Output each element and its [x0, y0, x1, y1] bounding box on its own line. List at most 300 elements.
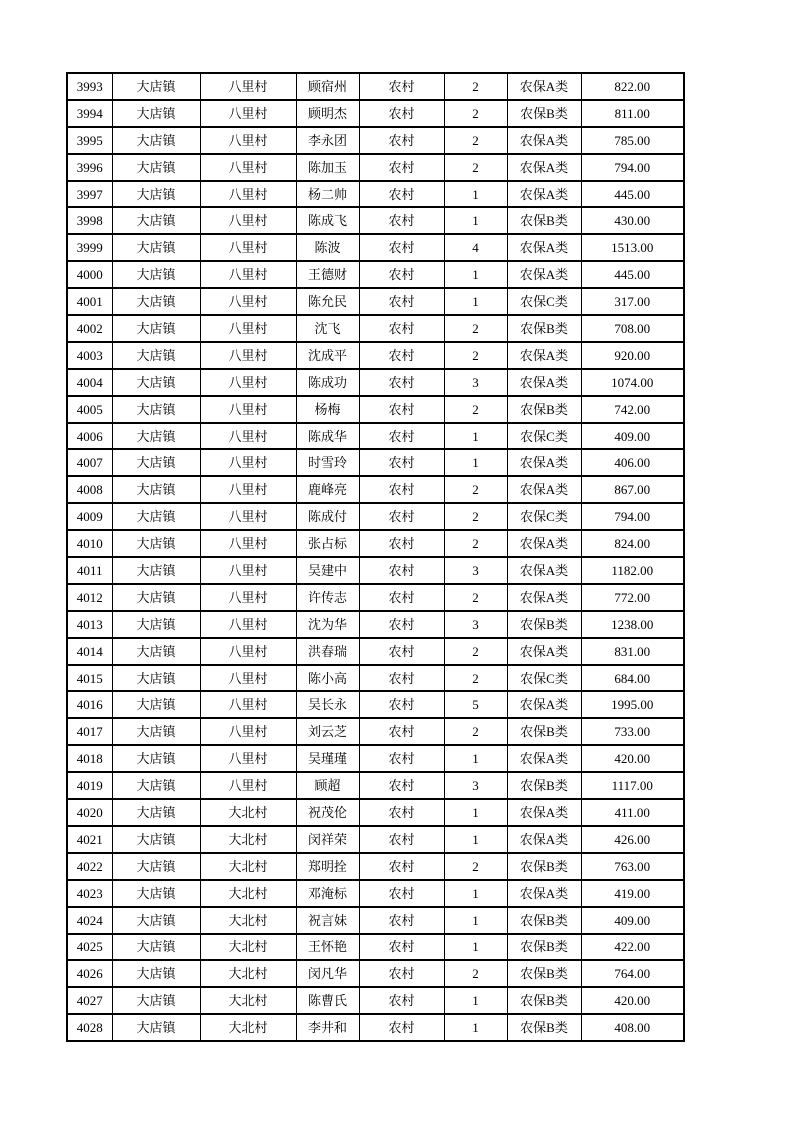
cell-amount: 867.00 [581, 476, 684, 503]
cell-serial-number: 4001 [67, 288, 112, 315]
cell-amount: 445.00 [581, 261, 684, 288]
cell-village: 八里村 [200, 423, 296, 450]
cell-amount: 411.00 [581, 799, 684, 826]
cell-person-name: 洪春瑞 [296, 638, 359, 665]
cell-insurance-category: 农保B类 [507, 1014, 581, 1041]
cell-person-name: 陈成付 [296, 503, 359, 530]
cell-serial-number: 4020 [67, 799, 112, 826]
cell-serial-number: 3998 [67, 207, 112, 234]
cell-serial-number: 4012 [67, 584, 112, 611]
cell-amount: 420.00 [581, 745, 684, 772]
cell-town: 大店镇 [112, 449, 200, 476]
cell-town: 大店镇 [112, 396, 200, 423]
cell-person-count: 3 [444, 557, 507, 584]
cell-insurance-category: 农保A类 [507, 181, 581, 208]
cell-village: 八里村 [200, 745, 296, 772]
cell-person-name: 陈成飞 [296, 207, 359, 234]
table-row [67, 1014, 684, 1041]
cell-town: 大店镇 [112, 369, 200, 396]
cell-residence-type: 农村 [359, 880, 444, 907]
cell-residence-type: 农村 [359, 638, 444, 665]
table-row [67, 342, 684, 369]
cell-residence-type: 农村 [359, 557, 444, 584]
cell-residence-type: 农村 [359, 369, 444, 396]
cell-residence-type: 农村 [359, 476, 444, 503]
cell-amount: 419.00 [581, 880, 684, 907]
cell-person-count: 1 [444, 987, 507, 1014]
cell-person-count: 4 [444, 234, 507, 261]
table-row [67, 853, 684, 880]
table-row [67, 476, 684, 503]
cell-person-name: 李井和 [296, 1014, 359, 1041]
cell-village: 大北村 [200, 934, 296, 961]
cell-amount: 794.00 [581, 154, 684, 181]
cell-town: 大店镇 [112, 611, 200, 638]
cell-village: 八里村 [200, 557, 296, 584]
table-row [67, 718, 684, 745]
table-row [67, 315, 684, 342]
cell-village: 八里村 [200, 638, 296, 665]
cell-village: 八里村 [200, 530, 296, 557]
cell-insurance-category: 农保B类 [507, 987, 581, 1014]
cell-insurance-category: 农保A类 [507, 530, 581, 557]
cell-serial-number: 4016 [67, 691, 112, 718]
cell-residence-type: 农村 [359, 396, 444, 423]
cell-person-name: 鹿峰亮 [296, 476, 359, 503]
cell-insurance-category: 农保B类 [507, 960, 581, 987]
cell-residence-type: 农村 [359, 73, 444, 100]
table-row [67, 799, 684, 826]
cell-person-name: 陈允民 [296, 288, 359, 315]
cell-serial-number: 3997 [67, 181, 112, 208]
cell-town: 大店镇 [112, 476, 200, 503]
cell-person-count: 3 [444, 772, 507, 799]
cell-insurance-category: 农保A类 [507, 261, 581, 288]
cell-person-count: 2 [444, 127, 507, 154]
cell-amount: 794.00 [581, 503, 684, 530]
cell-person-count: 1 [444, 207, 507, 234]
cell-insurance-category: 农保B类 [507, 853, 581, 880]
cell-person-count: 2 [444, 342, 507, 369]
cell-person-name: 沈为华 [296, 611, 359, 638]
cell-residence-type: 农村 [359, 261, 444, 288]
cell-person-count: 2 [444, 718, 507, 745]
cell-village: 八里村 [200, 772, 296, 799]
cell-person-name: 邓淹标 [296, 880, 359, 907]
cell-serial-number: 4013 [67, 611, 112, 638]
cell-person-count: 2 [444, 315, 507, 342]
cell-serial-number: 4005 [67, 396, 112, 423]
cell-insurance-category: 农保A类 [507, 745, 581, 772]
cell-person-count: 2 [444, 530, 507, 557]
cell-village: 八里村 [200, 100, 296, 127]
cell-village: 大北村 [200, 799, 296, 826]
cell-town: 大店镇 [112, 584, 200, 611]
cell-amount: 1995.00 [581, 691, 684, 718]
cell-serial-number: 4002 [67, 315, 112, 342]
cell-residence-type: 农村 [359, 288, 444, 315]
cell-person-count: 1 [444, 288, 507, 315]
cell-amount: 430.00 [581, 207, 684, 234]
table-row [67, 960, 684, 987]
cell-person-name: 郑明拴 [296, 853, 359, 880]
cell-village: 八里村 [200, 584, 296, 611]
table-row [67, 557, 684, 584]
cell-residence-type: 农村 [359, 907, 444, 934]
cell-amount: 420.00 [581, 987, 684, 1014]
cell-person-count: 1 [444, 1014, 507, 1041]
cell-amount: 822.00 [581, 73, 684, 100]
cell-serial-number: 4006 [67, 423, 112, 450]
cell-serial-number: 3994 [67, 100, 112, 127]
cell-residence-type: 农村 [359, 449, 444, 476]
table-row [67, 584, 684, 611]
cell-town: 大店镇 [112, 73, 200, 100]
cell-residence-type: 农村 [359, 745, 444, 772]
cell-town: 大店镇 [112, 799, 200, 826]
cell-person-name: 吴瑾瑾 [296, 745, 359, 772]
cell-amount: 1117.00 [581, 772, 684, 799]
cell-person-count: 1 [444, 907, 507, 934]
cell-village: 八里村 [200, 315, 296, 342]
cell-residence-type: 农村 [359, 584, 444, 611]
cell-residence-type: 农村 [359, 342, 444, 369]
cell-insurance-category: 农保A类 [507, 234, 581, 261]
cell-amount: 764.00 [581, 960, 684, 987]
cell-amount: 422.00 [581, 934, 684, 961]
cell-amount: 811.00 [581, 100, 684, 127]
cell-town: 大店镇 [112, 503, 200, 530]
cell-person-count: 2 [444, 154, 507, 181]
cell-village: 八里村 [200, 611, 296, 638]
cell-insurance-category: 农保B类 [507, 772, 581, 799]
cell-amount: 426.00 [581, 826, 684, 853]
cell-person-count: 1 [444, 745, 507, 772]
cell-serial-number: 4018 [67, 745, 112, 772]
cell-insurance-category: 农保A类 [507, 826, 581, 853]
cell-village: 大北村 [200, 880, 296, 907]
cell-person-count: 2 [444, 638, 507, 665]
cell-residence-type: 农村 [359, 718, 444, 745]
cell-village: 八里村 [200, 691, 296, 718]
table-row [67, 127, 684, 154]
cell-village: 八里村 [200, 665, 296, 692]
cell-town: 大店镇 [112, 207, 200, 234]
cell-insurance-category: 农保A类 [507, 127, 581, 154]
cell-insurance-category: 农保A类 [507, 449, 581, 476]
cell-person-name: 顾超 [296, 772, 359, 799]
table-body [67, 73, 684, 1041]
cell-serial-number: 4008 [67, 476, 112, 503]
table-row [67, 826, 684, 853]
cell-residence-type: 农村 [359, 934, 444, 961]
cell-serial-number: 3993 [67, 73, 112, 100]
table-row [67, 530, 684, 557]
cell-insurance-category: 农保A类 [507, 584, 581, 611]
table-row [67, 207, 684, 234]
cell-insurance-category: 农保C类 [507, 665, 581, 692]
cell-village: 八里村 [200, 181, 296, 208]
cell-village: 大北村 [200, 960, 296, 987]
cell-town: 大店镇 [112, 154, 200, 181]
cell-residence-type: 农村 [359, 315, 444, 342]
cell-town: 大店镇 [112, 234, 200, 261]
cell-village: 八里村 [200, 503, 296, 530]
cell-residence-type: 农村 [359, 207, 444, 234]
cell-residence-type: 农村 [359, 691, 444, 718]
cell-town: 大店镇 [112, 315, 200, 342]
cell-amount: 785.00 [581, 127, 684, 154]
cell-town: 大店镇 [112, 907, 200, 934]
cell-person-count: 2 [444, 73, 507, 100]
cell-person-count: 2 [444, 665, 507, 692]
cell-town: 大店镇 [112, 665, 200, 692]
table-row [67, 234, 684, 261]
cell-person-count: 1 [444, 423, 507, 450]
cell-person-name: 王德财 [296, 261, 359, 288]
cell-serial-number: 4017 [67, 718, 112, 745]
cell-person-name: 祝言妹 [296, 907, 359, 934]
cell-amount: 409.00 [581, 423, 684, 450]
cell-person-name: 闵祥荣 [296, 826, 359, 853]
cell-person-count: 2 [444, 960, 507, 987]
cell-amount: 409.00 [581, 907, 684, 934]
table-row [67, 987, 684, 1014]
cell-residence-type: 农村 [359, 1014, 444, 1041]
cell-person-count: 2 [444, 853, 507, 880]
cell-amount: 317.00 [581, 288, 684, 315]
cell-town: 大店镇 [112, 557, 200, 584]
cell-amount: 684.00 [581, 665, 684, 692]
cell-serial-number: 4028 [67, 1014, 112, 1041]
cell-village: 大北村 [200, 987, 296, 1014]
cell-insurance-category: 农保B类 [507, 934, 581, 961]
cell-person-name: 陈曹氏 [296, 987, 359, 1014]
cell-person-name: 闵凡华 [296, 960, 359, 987]
cell-village: 八里村 [200, 718, 296, 745]
cell-serial-number: 4007 [67, 449, 112, 476]
cell-person-count: 1 [444, 934, 507, 961]
cell-insurance-category: 农保A类 [507, 691, 581, 718]
cell-residence-type: 农村 [359, 853, 444, 880]
cell-insurance-category: 农保C类 [507, 288, 581, 315]
table-row [67, 611, 684, 638]
cell-town: 大店镇 [112, 423, 200, 450]
cell-amount: 742.00 [581, 396, 684, 423]
table-row [67, 665, 684, 692]
cell-serial-number: 4019 [67, 772, 112, 799]
cell-town: 大店镇 [112, 288, 200, 315]
cell-serial-number: 4024 [67, 907, 112, 934]
cell-village: 八里村 [200, 234, 296, 261]
cell-residence-type: 农村 [359, 611, 444, 638]
cell-amount: 1074.00 [581, 369, 684, 396]
cell-insurance-category: 农保A类 [507, 73, 581, 100]
cell-village: 大北村 [200, 826, 296, 853]
cell-town: 大店镇 [112, 718, 200, 745]
cell-town: 大店镇 [112, 745, 200, 772]
cell-person-count: 2 [444, 503, 507, 530]
cell-person-count: 1 [444, 826, 507, 853]
cell-residence-type: 农村 [359, 234, 444, 261]
cell-residence-type: 农村 [359, 665, 444, 692]
cell-town: 大店镇 [112, 181, 200, 208]
cell-residence-type: 农村 [359, 826, 444, 853]
cell-person-count: 2 [444, 100, 507, 127]
cell-town: 大店镇 [112, 880, 200, 907]
cell-town: 大店镇 [112, 342, 200, 369]
cell-person-name: 陈成功 [296, 369, 359, 396]
table-row [67, 638, 684, 665]
cell-town: 大店镇 [112, 987, 200, 1014]
cell-insurance-category: 农保B类 [507, 396, 581, 423]
cell-person-count: 1 [444, 880, 507, 907]
cell-village: 八里村 [200, 127, 296, 154]
table-row [67, 503, 684, 530]
cell-person-count: 1 [444, 181, 507, 208]
cell-residence-type: 农村 [359, 423, 444, 450]
cell-insurance-category: 农保A类 [507, 557, 581, 584]
cell-village: 八里村 [200, 207, 296, 234]
table-row [67, 745, 684, 772]
cell-residence-type: 农村 [359, 530, 444, 557]
cell-town: 大店镇 [112, 772, 200, 799]
cell-serial-number: 4026 [67, 960, 112, 987]
cell-residence-type: 农村 [359, 503, 444, 530]
rural-insurance-table [66, 72, 685, 1042]
cell-serial-number: 4027 [67, 987, 112, 1014]
table-row [67, 181, 684, 208]
cell-insurance-category: 农保A类 [507, 369, 581, 396]
cell-person-count: 5 [444, 691, 507, 718]
table-row [67, 772, 684, 799]
table-row [67, 154, 684, 181]
cell-village: 大北村 [200, 1014, 296, 1041]
cell-insurance-category: 农保A类 [507, 880, 581, 907]
cell-insurance-category: 农保B类 [507, 611, 581, 638]
cell-person-count: 1 [444, 799, 507, 826]
table-row [67, 934, 684, 961]
cell-town: 大店镇 [112, 1014, 200, 1041]
cell-person-name: 杨梅 [296, 396, 359, 423]
cell-person-name: 顾宿州 [296, 73, 359, 100]
cell-person-name: 王怀艳 [296, 934, 359, 961]
cell-person-count: 2 [444, 396, 507, 423]
cell-amount: 920.00 [581, 342, 684, 369]
cell-insurance-category: 农保C类 [507, 503, 581, 530]
cell-serial-number: 4011 [67, 557, 112, 584]
cell-insurance-category: 农保A类 [507, 154, 581, 181]
cell-serial-number: 4022 [67, 853, 112, 880]
cell-insurance-category: 农保A类 [507, 638, 581, 665]
table-row [67, 423, 684, 450]
cell-person-name: 祝茂伦 [296, 799, 359, 826]
cell-town: 大店镇 [112, 691, 200, 718]
cell-amount: 763.00 [581, 853, 684, 880]
cell-person-name: 吴长永 [296, 691, 359, 718]
table-row [67, 396, 684, 423]
cell-person-name: 沈成平 [296, 342, 359, 369]
cell-residence-type: 农村 [359, 987, 444, 1014]
cell-serial-number: 4015 [67, 665, 112, 692]
cell-serial-number: 4023 [67, 880, 112, 907]
table-row [67, 288, 684, 315]
cell-person-count: 3 [444, 611, 507, 638]
table-row [67, 261, 684, 288]
cell-serial-number: 4010 [67, 530, 112, 557]
cell-town: 大店镇 [112, 934, 200, 961]
cell-serial-number: 3999 [67, 234, 112, 261]
cell-serial-number: 3996 [67, 154, 112, 181]
cell-village: 八里村 [200, 449, 296, 476]
table-row [67, 449, 684, 476]
cell-person-name: 陈成华 [296, 423, 359, 450]
cell-person-name: 杨二帅 [296, 181, 359, 208]
cell-residence-type: 农村 [359, 181, 444, 208]
cell-person-name: 吴建中 [296, 557, 359, 584]
cell-insurance-category: 农保B类 [507, 207, 581, 234]
cell-village: 八里村 [200, 261, 296, 288]
cell-person-name: 时雪玲 [296, 449, 359, 476]
cell-town: 大店镇 [112, 960, 200, 987]
cell-serial-number: 3995 [67, 127, 112, 154]
cell-village: 大北村 [200, 853, 296, 880]
cell-village: 八里村 [200, 342, 296, 369]
cell-serial-number: 4014 [67, 638, 112, 665]
cell-person-name: 陈小高 [296, 665, 359, 692]
cell-person-name: 张占标 [296, 530, 359, 557]
cell-serial-number: 4003 [67, 342, 112, 369]
cell-town: 大店镇 [112, 530, 200, 557]
cell-residence-type: 农村 [359, 154, 444, 181]
cell-amount: 1182.00 [581, 557, 684, 584]
cell-person-name: 陈波 [296, 234, 359, 261]
cell-village: 八里村 [200, 476, 296, 503]
cell-insurance-category: 农保C类 [507, 423, 581, 450]
cell-amount: 831.00 [581, 638, 684, 665]
cell-residence-type: 农村 [359, 960, 444, 987]
cell-town: 大店镇 [112, 261, 200, 288]
cell-amount: 824.00 [581, 530, 684, 557]
cell-person-name: 顾明杰 [296, 100, 359, 127]
table-row [67, 907, 684, 934]
cell-amount: 445.00 [581, 181, 684, 208]
cell-village: 八里村 [200, 369, 296, 396]
cell-town: 大店镇 [112, 127, 200, 154]
cell-insurance-category: 农保B类 [507, 100, 581, 127]
cell-serial-number: 4000 [67, 261, 112, 288]
cell-person-name: 李永团 [296, 127, 359, 154]
cell-person-name: 沈飞 [296, 315, 359, 342]
cell-person-count: 2 [444, 476, 507, 503]
cell-village: 八里村 [200, 396, 296, 423]
cell-town: 大店镇 [112, 826, 200, 853]
cell-serial-number: 4021 [67, 826, 112, 853]
table-row [67, 691, 684, 718]
cell-amount: 406.00 [581, 449, 684, 476]
table-row [67, 73, 684, 100]
table-row [67, 100, 684, 127]
cell-amount: 708.00 [581, 315, 684, 342]
cell-residence-type: 农村 [359, 772, 444, 799]
cell-village: 八里村 [200, 288, 296, 315]
cell-serial-number: 4004 [67, 369, 112, 396]
table-row [67, 369, 684, 396]
cell-serial-number: 4009 [67, 503, 112, 530]
cell-residence-type: 农村 [359, 127, 444, 154]
cell-town: 大店镇 [112, 853, 200, 880]
cell-town: 大店镇 [112, 100, 200, 127]
